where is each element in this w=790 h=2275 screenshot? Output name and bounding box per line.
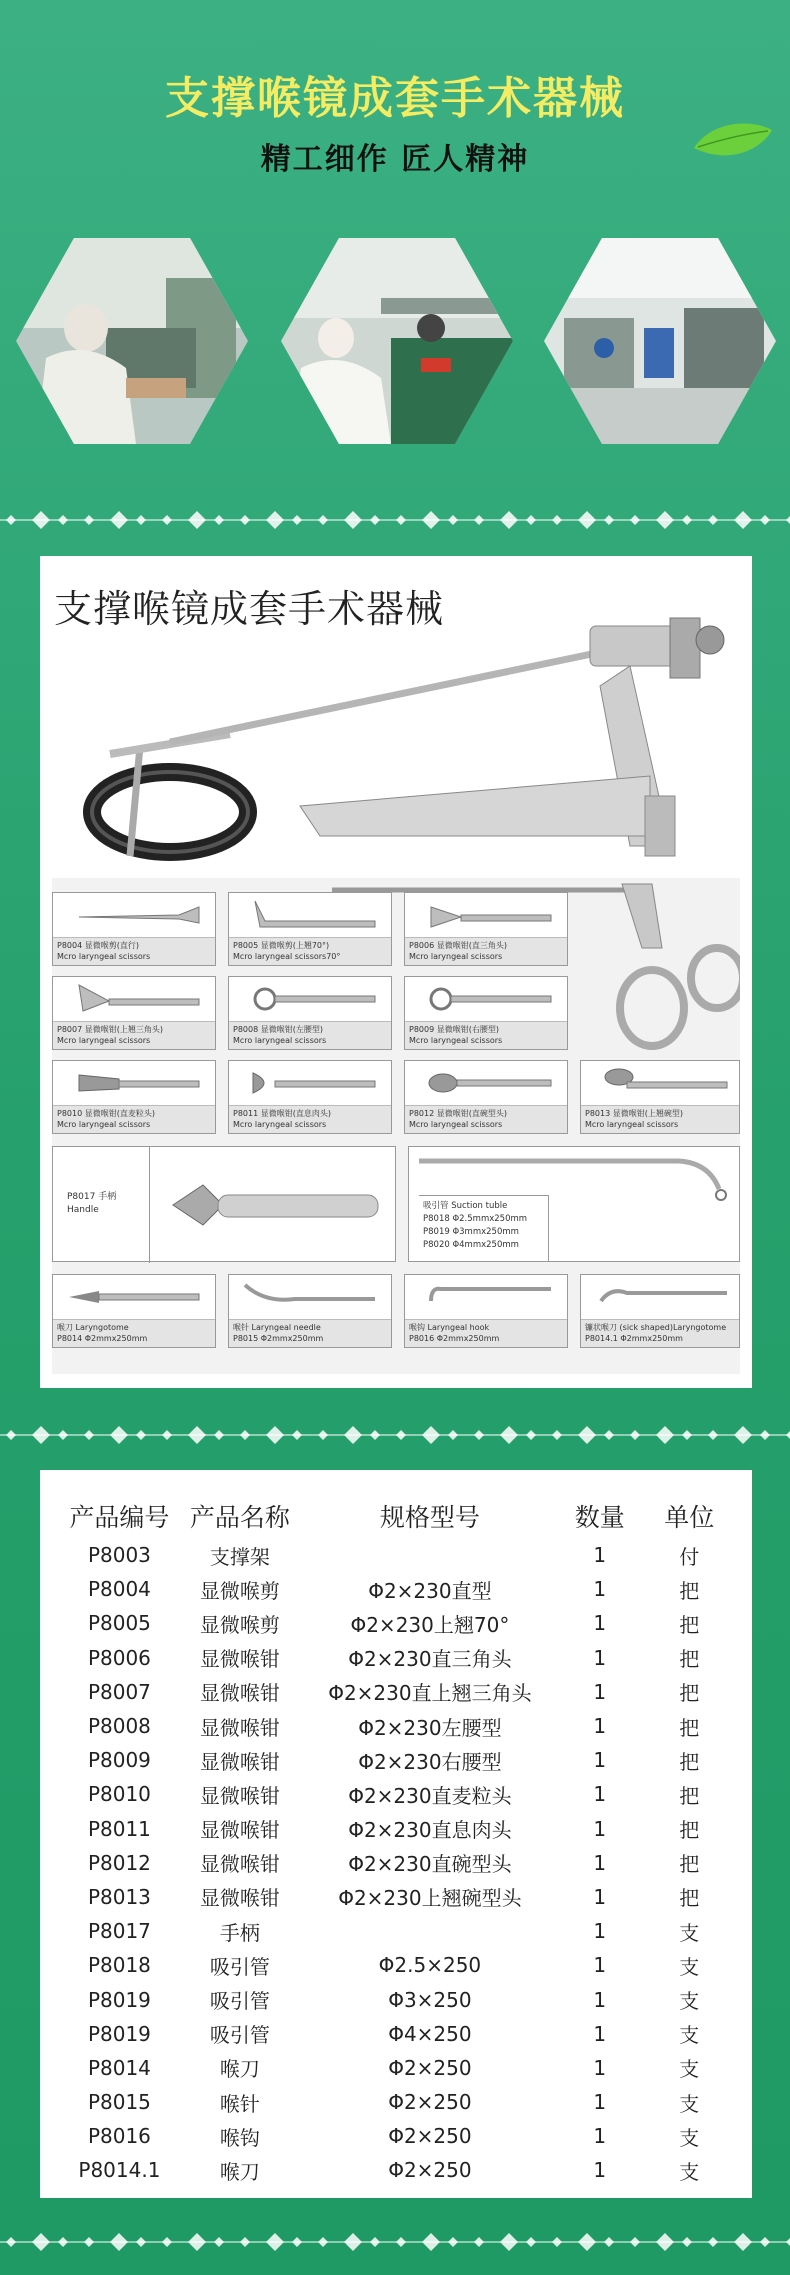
diamond-shape	[760, 2237, 770, 2247]
diamond-shape	[448, 1430, 458, 1440]
diamond-shape	[240, 2237, 250, 2247]
table-cell: 显微喉钳	[199, 1647, 280, 1672]
table-cell: Φ2×230左腰型	[358, 1715, 502, 1740]
diamond-shape	[266, 2233, 284, 2251]
table-cell: Φ2×250	[388, 2124, 472, 2149]
diamond-shape	[630, 1430, 640, 1440]
table-cell: Φ2×230右腰型	[358, 1749, 502, 1774]
table-cell: 把	[679, 1647, 700, 1672]
forceps-head-icon	[411, 981, 561, 1015]
page-subtitle: 精工细作 匠人精神	[260, 142, 530, 177]
table-cell: 1	[593, 2124, 607, 2149]
table-cell: Φ2×230上翘70°	[350, 1612, 510, 1637]
diamond-shape	[162, 515, 172, 525]
table-cell: Φ2×230直麦粒头	[348, 1783, 512, 1808]
suction-label: 吸引管 Suction tuble	[423, 1201, 508, 1211]
table-cell: 把	[679, 1612, 700, 1637]
catalog-item-p8016: 喉钩 Laryngeal hook P8016 Φ2mmx250mm	[404, 1274, 568, 1348]
table-cell: P8009	[87, 1748, 151, 1773]
diamond-shape	[6, 515, 16, 525]
table-cell: 把	[679, 1886, 700, 1911]
table-cell: 显微喉钳	[199, 1681, 280, 1706]
table-cell: 支	[679, 2023, 700, 2048]
table-cell: 把	[679, 1783, 700, 1808]
diamond-shape	[526, 2237, 536, 2247]
diamond-shape	[500, 2233, 518, 2251]
table-cell: 1	[593, 1714, 607, 1739]
diamond-shape	[6, 1430, 16, 1440]
diamond-shape	[708, 515, 718, 525]
column-header: 数量	[574, 1503, 625, 1532]
table-cell: P8003	[87, 1543, 151, 1568]
diamond-shape	[682, 1430, 692, 1440]
table-cell: P8018	[87, 1953, 151, 1978]
diamond-shape	[396, 515, 406, 525]
table-row	[64, 2119, 734, 2153]
diamond-shape	[58, 515, 68, 525]
diamond-shape	[734, 511, 752, 529]
catalog-item-p8008: P8008 显微喉钳(左腰型) Mcro laryngeal scissors	[228, 976, 392, 1050]
table-cell: 1	[593, 1816, 607, 1841]
table-cell: 1	[593, 1850, 607, 1875]
diamond-shape	[58, 1430, 68, 1440]
diamond-shape	[500, 511, 518, 529]
forceps-head-icon	[59, 1065, 209, 1099]
catalog-item-p8006: P8006 显微喉钳(直三角头) Mcro laryngeal scissors	[404, 892, 568, 966]
table-row	[64, 2085, 734, 2119]
table-cell: P8008	[87, 1714, 151, 1739]
diamond-shape	[656, 511, 674, 529]
catalog-item-p8011: P8011 显微喉钳(直息肉头) Mcro laryngeal scissors	[228, 1060, 392, 1134]
table-row	[64, 1572, 734, 1606]
diamond-shape	[734, 1426, 752, 1444]
table-row	[64, 1880, 734, 1914]
table-cell: 支	[679, 1954, 700, 1979]
laryngeal-hook-icon	[411, 1279, 561, 1313]
diamond-shape	[162, 1430, 172, 1440]
catalog-item-handle	[52, 1146, 396, 1262]
catalog-item-p8014: 喉刀 Laryngotome P8014 Φ2mmx250mm	[52, 1274, 216, 1348]
diamond-shape	[84, 2237, 94, 2247]
table-row	[64, 1846, 734, 1880]
diamond-shape	[136, 2237, 146, 2247]
table-row	[64, 1914, 734, 1948]
table-cell: 支	[679, 1920, 700, 1945]
table-cell: P8011	[87, 1816, 151, 1841]
catalog-item-p8005: P8005 显微喉剪(上翘70°) Mcro laryngeal scissors70°	[228, 892, 392, 966]
table-cell	[305, 1538, 555, 1572]
table-cell: 1	[593, 2021, 607, 2046]
diamond-shape	[656, 1426, 674, 1444]
table-cell: 喉针	[219, 2091, 260, 2116]
table-cell: 1	[593, 1748, 607, 1773]
table-cell: P8014	[87, 2055, 151, 2080]
diamond-shape	[370, 1430, 380, 1440]
diamond-shape	[734, 2233, 752, 2251]
diamond-shape	[708, 1430, 718, 1440]
decorative-diamond-border	[0, 1415, 790, 1455]
factory-photo-1	[16, 238, 248, 444]
diamond-shape	[630, 2237, 640, 2247]
forceps-head-icon	[235, 1065, 385, 1099]
diamond-shape	[760, 1430, 770, 1440]
diamond-shape	[136, 1430, 146, 1440]
table-cell: 1	[593, 1782, 607, 1807]
table-cell: 1	[593, 2090, 607, 2115]
column-header: 产品编号	[69, 1503, 170, 1532]
diamond-shape	[474, 1430, 484, 1440]
table-cell: 把	[679, 1681, 700, 1706]
table-cell: 把	[679, 1852, 700, 1877]
diamond-shape	[188, 1426, 206, 1444]
diamond-shape	[214, 2237, 224, 2247]
table-cell: 支	[679, 2159, 700, 2184]
table-cell: 把	[679, 1715, 700, 1740]
table-cell	[305, 1914, 555, 1948]
table-cell: Φ2×250	[388, 2158, 472, 2183]
table-cell: Φ2×230直息肉头	[348, 1818, 512, 1843]
table-cell: 吸引管	[209, 1954, 270, 1979]
table-cell: P8017	[87, 1919, 151, 1944]
diamond-shape	[448, 2237, 458, 2247]
diamond-shape	[162, 2237, 172, 2247]
laryngeal-needle-icon	[235, 1279, 385, 1313]
diamond-shape	[552, 1430, 562, 1440]
table-row	[64, 1538, 734, 1572]
column-header: 产品名称	[189, 1503, 290, 1532]
catalog-item-p8012: P8012 显微喉钳(直碗型头) Mcro laryngeal scissors	[404, 1060, 568, 1134]
diamond-shape	[422, 1426, 440, 1444]
table-row	[64, 1777, 734, 1811]
diamond-shape	[110, 1426, 128, 1444]
column-header: 规格型号	[379, 1503, 480, 1532]
diamond-shape	[786, 515, 790, 525]
table-cell: 显微喉剪	[199, 1612, 280, 1637]
diamond-shape	[58, 2237, 68, 2247]
diamond-shape	[214, 1430, 224, 1440]
diamond-shape	[110, 511, 128, 529]
catalog-title: 支撑喉镜成套手术器械	[54, 587, 445, 631]
diamond-shape	[708, 2237, 718, 2247]
diamond-shape	[188, 511, 206, 529]
forceps-head-icon	[411, 897, 561, 931]
diamond-shape	[370, 2237, 380, 2247]
handle-label: P8017 手柄	[67, 1192, 117, 1202]
table-row	[64, 1948, 734, 1982]
suction-spec-p8020: P8020 Φ4mmx250mm	[423, 1240, 519, 1250]
table-cell: 喉刀	[219, 2057, 260, 2082]
table-body	[64, 1538, 734, 2188]
catalog-item-p8010: P8010 显微喉钳(直麦粒头) Mcro laryngeal scissors	[52, 1060, 216, 1134]
diamond-shape	[84, 515, 94, 525]
table-row	[64, 1709, 734, 1743]
catalog-item-p8004: P8004 显微喉剪(直行) Mcro laryngeal scissors	[52, 892, 216, 966]
table-cell: 支	[679, 1989, 700, 2014]
catalog-item-p8015: 喉针 Laryngeal needle P8015 Φ2mmx250mm	[228, 1274, 392, 1348]
table-cell: 支	[679, 2057, 700, 2082]
handle-label-en: Handle	[67, 1205, 99, 1215]
table-row	[64, 1606, 734, 1640]
table-cell: P8004	[87, 1577, 151, 1602]
scissors-icon	[59, 897, 209, 931]
laryngotome-icon	[59, 1279, 209, 1313]
spec-table	[64, 1494, 734, 2188]
table-cell: P8007	[87, 1679, 151, 1704]
table-row	[64, 1675, 734, 1709]
table-cell: 显微喉钳	[199, 1715, 280, 1740]
diamond-shape	[500, 1426, 518, 1444]
table-cell: 1	[593, 1919, 607, 1944]
table-cell: Φ2×230直型	[368, 1578, 492, 1603]
table-cell: 把	[679, 1818, 700, 1843]
table-row	[64, 1743, 734, 1777]
table-cell: P8010	[87, 1782, 151, 1807]
catalog-item-p8013: P8013 显微喉钳(上翘碗型) Mcro laryngeal scissors	[580, 1060, 740, 1134]
diamond-shape	[84, 1430, 94, 1440]
table-cell: Φ4×250	[388, 2021, 472, 2046]
table-cell: P8019	[87, 2021, 151, 2046]
instrument-catalog-grid	[52, 878, 740, 1374]
decorative-diamond-border	[0, 500, 790, 540]
table-header-row	[64, 1494, 734, 1538]
table-cell: Φ2×250	[388, 2055, 472, 2080]
production-line-photo	[544, 238, 776, 444]
catalog-item-suction-tube	[408, 1146, 740, 1262]
handle-icon	[163, 1175, 383, 1235]
table-row	[64, 1641, 734, 1675]
diamond-shape	[422, 511, 440, 529]
diamond-shape	[630, 515, 640, 525]
diamond-shape	[396, 2237, 406, 2247]
table-cell: 1	[593, 1611, 607, 1636]
table-cell: 1	[593, 2055, 607, 2080]
product-catalog-panel	[40, 556, 752, 1388]
table-row	[64, 2153, 734, 2187]
table-cell: P8014.1	[78, 2158, 161, 2183]
laryngoscope-holder-illustration	[70, 606, 740, 866]
diamond-shape	[318, 2237, 328, 2247]
diamond-shape	[266, 511, 284, 529]
diamond-shape	[292, 515, 302, 525]
diamond-shape	[370, 515, 380, 525]
table-cell: 显微喉剪	[199, 1578, 280, 1603]
table-cell: 吸引管	[209, 1989, 270, 2014]
page-title: 支撑喉镜成套手术器械	[165, 73, 625, 124]
catalog-item-p8007: P8007 显微喉钳(上翘三角头) Mcro laryngeal scissors	[52, 976, 216, 1050]
diamond-shape	[526, 1430, 536, 1440]
diamond-shape	[552, 2237, 562, 2247]
table-cell: Φ2×230上翘碗型头	[338, 1886, 522, 1911]
table-row	[64, 1982, 734, 2016]
table-cell: 喉刀	[219, 2159, 260, 2184]
forceps-head-icon	[587, 1065, 737, 1099]
table-cell: P8016	[87, 2124, 151, 2149]
diamond-shape	[604, 515, 614, 525]
table-cell: Φ2.5×250	[378, 1953, 482, 1978]
forceps-head-icon	[59, 981, 209, 1015]
table-cell: 显微喉钳	[199, 1886, 280, 1911]
table-cell: 显微喉钳	[199, 1783, 280, 1808]
leaf-icon	[690, 118, 776, 164]
diamond-shape	[136, 515, 146, 525]
table-cell: 1	[593, 1543, 607, 1568]
diamond-shape	[682, 2237, 692, 2247]
diamond-shape	[396, 1430, 406, 1440]
table-cell: 支	[679, 2091, 700, 2116]
diamond-shape	[448, 515, 458, 525]
diamond-shape	[344, 511, 362, 529]
diamond-shape	[292, 2237, 302, 2247]
diamond-shape	[318, 1430, 328, 1440]
table-cell: 1	[593, 1577, 607, 1602]
diamond-shape	[760, 515, 770, 525]
diamond-shape	[344, 1426, 362, 1444]
diamond-shape	[604, 1430, 614, 1440]
diamond-shape	[110, 2233, 128, 2251]
diamond-shape	[422, 2233, 440, 2251]
assembly-technician-photo	[281, 238, 513, 444]
table-cell: 显微喉钳	[199, 1818, 280, 1843]
diamond-shape	[6, 2237, 16, 2247]
decorative-diamond-border	[0, 2222, 790, 2262]
table-cell: P8013	[87, 1884, 151, 1909]
table-cell: P8012	[87, 1850, 151, 1875]
table-cell: 喉钩	[219, 2125, 260, 2150]
table-cell: P8019	[87, 1987, 151, 2012]
diamond-shape	[240, 515, 250, 525]
diamond-shape	[474, 2237, 484, 2247]
factory-photo-3	[544, 238, 776, 444]
factory-photo-2	[281, 238, 513, 444]
column-header: 单位	[664, 1503, 715, 1532]
diamond-shape	[318, 515, 328, 525]
table-row	[64, 1812, 734, 1846]
diamond-shape	[656, 2233, 674, 2251]
suction-spec-p8018: P8018 Φ2.5mmx250mm	[423, 1214, 528, 1224]
diamond-shape	[344, 2233, 362, 2251]
table-cell: 支	[679, 2125, 700, 2150]
table-row	[64, 2051, 734, 2085]
table-cell: 1	[593, 2158, 607, 2183]
table-cell: 1	[593, 1645, 607, 1670]
diamond-shape	[32, 1426, 50, 1444]
diamond-shape	[240, 1430, 250, 1440]
forceps-head-icon	[411, 1065, 561, 1099]
diamond-shape	[578, 511, 596, 529]
catalog-item-p8014-1: 镰状喉刀 (sick shaped)Laryngotome P8014.1 Φ2mmx250mm	[580, 1274, 740, 1348]
table-cell: Φ3×250	[388, 1987, 472, 2012]
table-cell: Φ2×230直碗型头	[348, 1852, 512, 1877]
diamond-shape	[32, 2233, 50, 2251]
spec-table-panel	[40, 1470, 752, 2198]
table-cell: 把	[679, 1749, 700, 1774]
diamond-shape	[682, 515, 692, 525]
forceps-head-icon	[235, 981, 385, 1015]
table-cell: P8005	[87, 1611, 151, 1636]
table-cell: 手柄	[219, 1920, 260, 1945]
diamond-shape	[214, 515, 224, 525]
table-cell: 1	[593, 1884, 607, 1909]
diamond-shape	[604, 2237, 614, 2247]
table-cell: P8006	[87, 1645, 151, 1670]
table-cell: Φ2×250	[388, 2090, 472, 2115]
diamond-shape	[292, 1430, 302, 1440]
suction-spec-p8019: P8019 Φ3mmx250mm	[423, 1227, 519, 1237]
diamond-shape	[266, 1426, 284, 1444]
table-cell: 显微喉钳	[199, 1749, 280, 1774]
table-cell: 1	[593, 1987, 607, 2012]
table-cell: 把	[679, 1578, 700, 1603]
diamond-shape	[188, 2233, 206, 2251]
diamond-shape	[474, 515, 484, 525]
diamond-shape	[578, 1426, 596, 1444]
sickle-laryngotome-icon	[587, 1279, 737, 1313]
diamond-shape	[786, 1430, 790, 1440]
diamond-shape	[526, 515, 536, 525]
table-cell: Φ2×230直三角头	[348, 1647, 512, 1672]
table-row	[64, 2017, 734, 2051]
diamond-shape	[32, 511, 50, 529]
table-cell: P8015	[87, 2090, 151, 2115]
diamond-shape	[552, 515, 562, 525]
table-cell: 1	[593, 1953, 607, 1978]
workshop-worker-photo	[16, 238, 248, 444]
table-cell: 吸引管	[209, 2023, 270, 2048]
table-cell: 显微喉钳	[199, 1852, 280, 1877]
scissors-icon	[235, 897, 385, 931]
table-cell: Φ2×230直上翘三角头	[328, 1681, 532, 1706]
table-cell: 1	[593, 1679, 607, 1704]
table-cell: 付	[679, 1544, 700, 1569]
catalog-item-p8009: P8009 显微喉钳(右腰型) Mcro laryngeal scissors	[404, 976, 568, 1050]
table-cell: 支撑架	[209, 1544, 270, 1569]
diamond-shape	[578, 2233, 596, 2251]
diamond-shape	[786, 2237, 790, 2247]
